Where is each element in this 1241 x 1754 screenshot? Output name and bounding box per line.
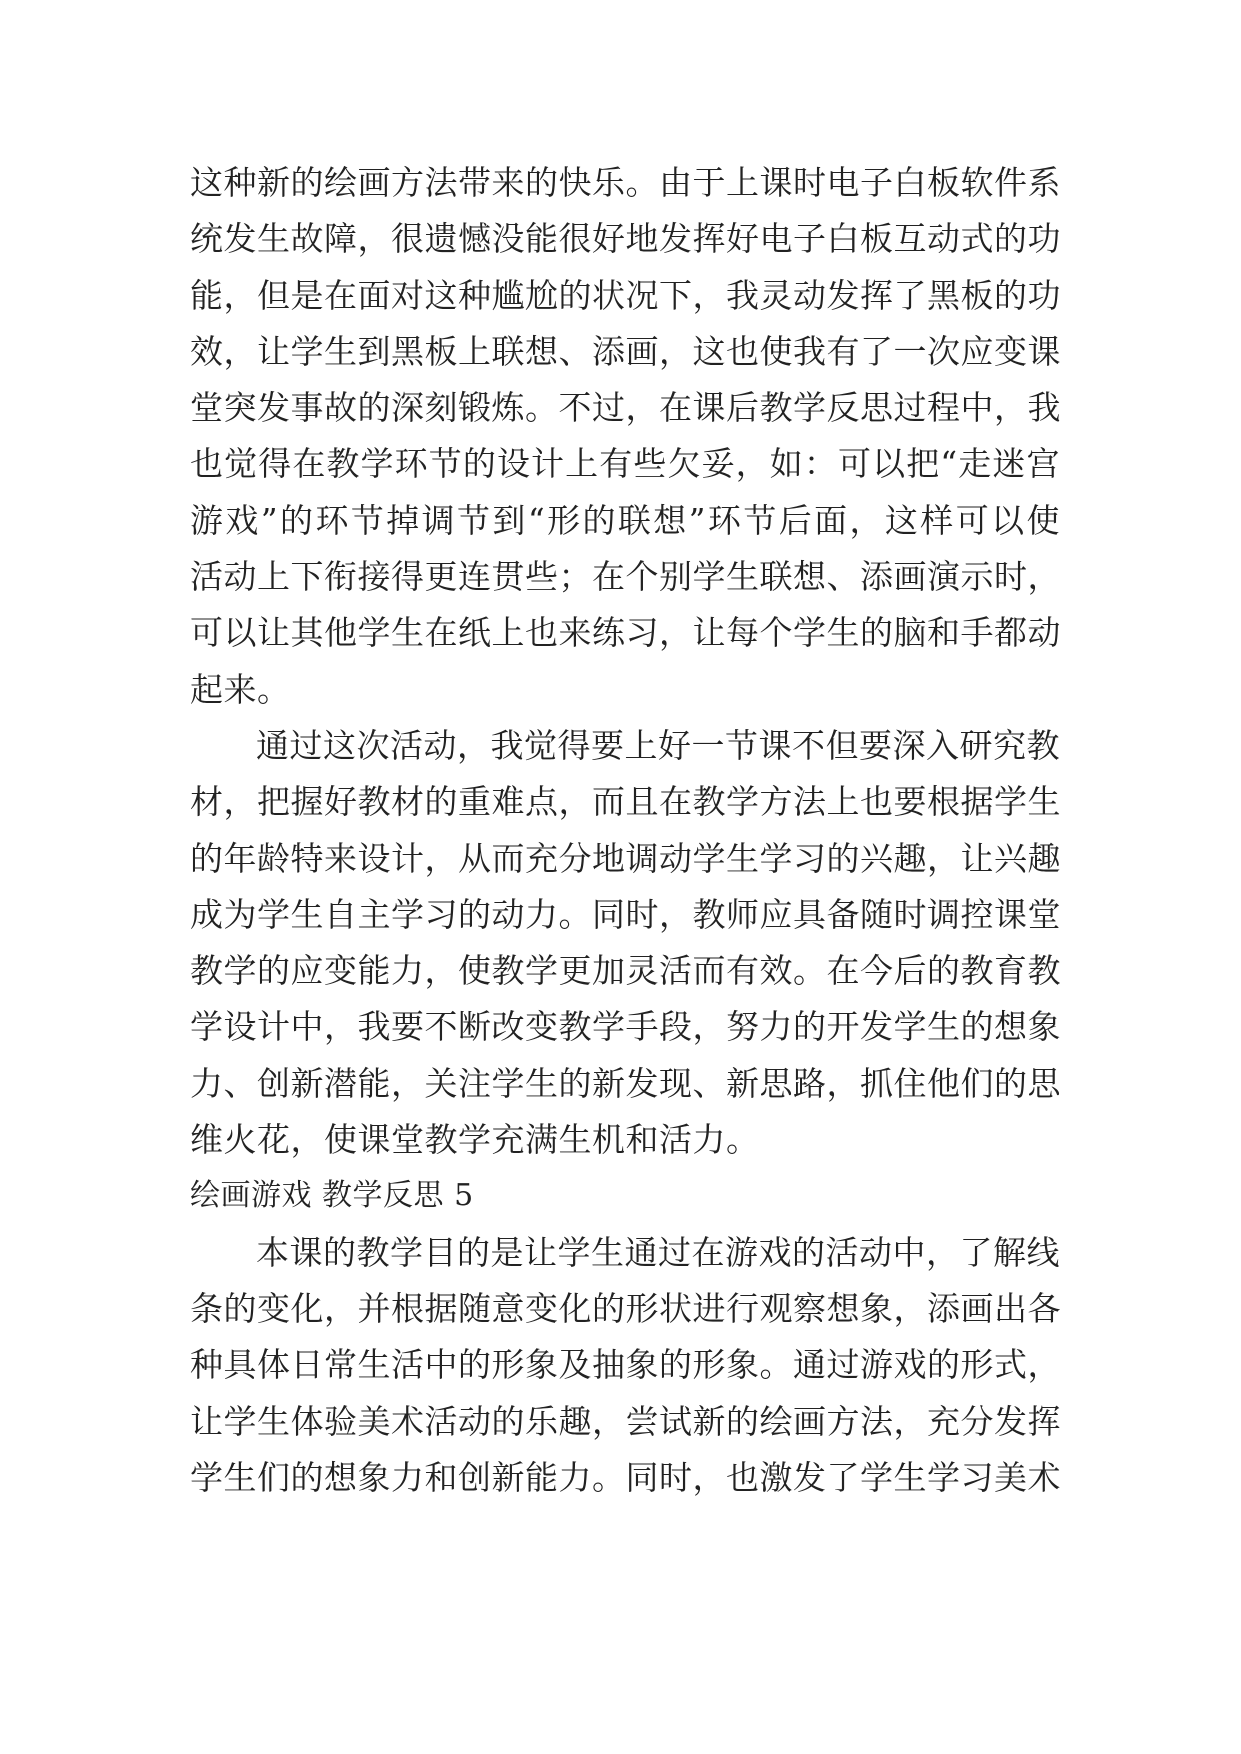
text-line: 游戏”的环节掉调节到“形的联想”环节后面，这样可以使 xyxy=(190,500,1060,540)
text-line: 这种新的绘画方法带来的快乐。由于上课时电子白板软件系 xyxy=(190,163,1061,202)
text-line: 堂突发事故的深刻锻炼。不过，在课后教学反思过程中，我 xyxy=(190,388,1061,428)
text-line: 统发生故障，很遗憾没能很好地发挥好电子白板互动式的功 xyxy=(190,219,1061,259)
paragraph-1 xyxy=(190,155,1060,718)
text-line: 种具体日常生活中的形象及抽象的形象。通过游戏的形式， xyxy=(190,1345,1061,1385)
text-line: 活动上下衔接得更连贯些；在个别学生联想、添画演示时， xyxy=(190,557,1061,597)
paragraph-2 xyxy=(190,718,1060,1168)
text-line: 起来。 xyxy=(190,669,291,709)
text-line: 力、创新潜能，关注学生的新发现、新思路，抓住他们的思 xyxy=(190,1063,1061,1103)
text-line: 可以让其他学生在纸上也来练习，让每个学生的脑和手都动 xyxy=(190,613,1061,653)
paragraph-3 xyxy=(190,1225,1060,1506)
text-line: 材，把握好教材的重难点，而且在教学方法上也要根据学生 xyxy=(190,782,1061,822)
text-line: 教学的应变能力，使教学更加灵活而有效。在今后的教育教 xyxy=(190,951,1061,991)
text-line: 本课的教学目的是让学生通过在游戏的活动中，了解线 xyxy=(256,1232,1060,1272)
text-line: 让学生体验美术活动的乐趣，尝试新的绘画方法，充分发挥 xyxy=(190,1401,1061,1441)
text-line: 学设计中，我要不断改变教学手段，努力的开发学生的想象 xyxy=(190,1007,1061,1047)
document-body xyxy=(190,155,1060,1506)
text-line: 也觉得在教学环节的设计上有些欠妥，如：可以把“走迷宫 xyxy=(190,444,1060,484)
text-line: 的年龄特来设计，从而充分地调动学生学习的兴趣，让兴趣 xyxy=(190,838,1061,878)
text-line: 成为学生自主学习的动力。同时，教师应具备随时调控课堂 xyxy=(190,894,1061,934)
text-line: 维火花，使课堂教学充满生机和活力。 xyxy=(190,1120,760,1160)
text-line: 效，让学生到黑板上联想、添画，这也使我有了一次应变课 xyxy=(190,331,1061,371)
section-heading: 绘画游戏 教学反思 5 xyxy=(190,1178,474,1214)
text-line: 条的变化，并根据随意变化的形状进行观察想象，添画出各 xyxy=(190,1288,1061,1328)
text-line: 通过这次活动，我觉得要上好一节课不但要深入研究教 xyxy=(256,725,1060,765)
text-line: 学生们的想象力和创新能力。同时，也激发了学生学习美术 xyxy=(190,1457,1061,1497)
text-line: 能，但是在面对这种尴尬的状况下，我灵动发挥了黑板的功 xyxy=(190,275,1061,315)
